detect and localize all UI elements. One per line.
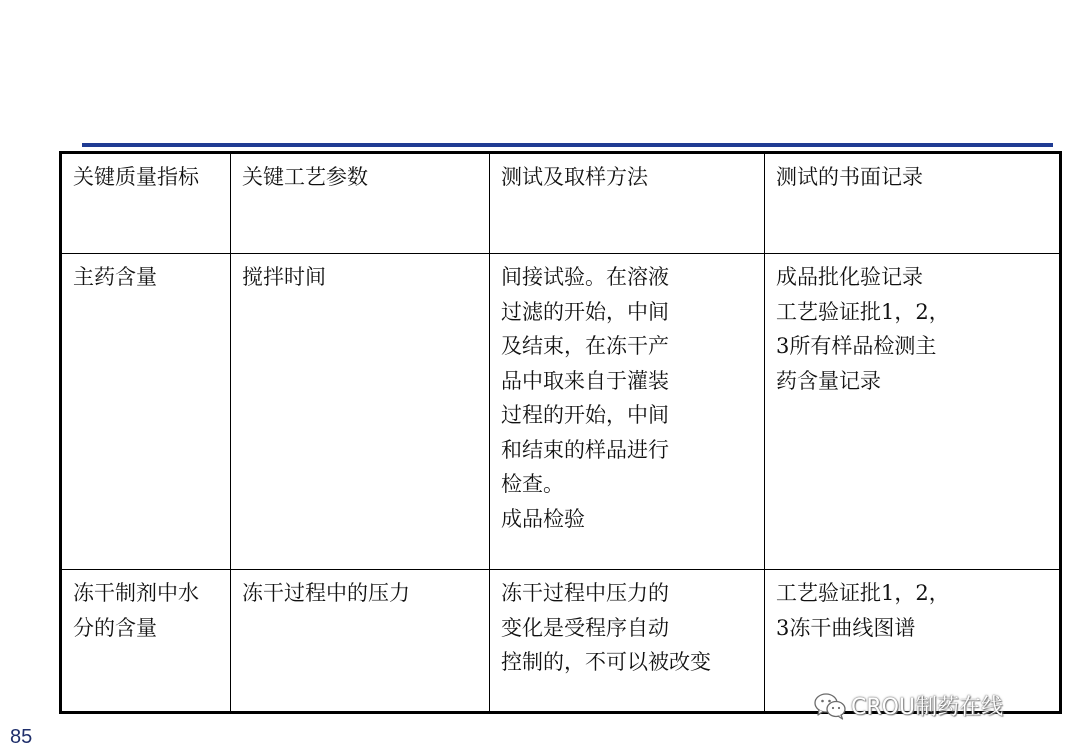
cell-parameter: 搅拌时间	[231, 254, 490, 570]
cell-record: 工艺验证批1，2， 3冻干曲线图谱	[765, 570, 1061, 713]
header-cell-indicator: 关键质量指标	[61, 153, 231, 254]
cell-indicator: 冻干制剂中水 分的含量	[61, 570, 231, 713]
title-accent-line	[82, 143, 1053, 147]
header-cell-parameter: 关键工艺参数	[231, 153, 490, 254]
cell-parameter: 冻干过程中的压力	[231, 570, 490, 713]
wechat-icon	[813, 692, 847, 720]
cell-method: 冻干过程中压力的 变化是受程序自动 控制的，不可以被改变	[490, 570, 765, 713]
cell-record: 成品批化验记录 工艺验证批1，2， 3所有样品检测主 药含量记录	[765, 254, 1061, 570]
watermark-text: CROU制药在线	[851, 695, 1004, 720]
watermark	[813, 690, 1003, 721]
table-header-row	[61, 153, 1061, 254]
table-row	[61, 254, 1061, 570]
quality-attribute-table	[59, 151, 1062, 714]
cell-method: 间接试验。在溶液 过滤的开始，中间 及结束，在冻干产 品中取来自于灌装 过程的开始，中间 和结束的样品进行 检查。 成品检验	[490, 254, 765, 570]
header-cell-record: 测试的书面记录	[765, 153, 1061, 254]
page-number: 85	[10, 726, 33, 748]
header-cell-method: 测试及取样方法	[490, 153, 765, 254]
cell-indicator: 主药含量	[61, 254, 231, 570]
